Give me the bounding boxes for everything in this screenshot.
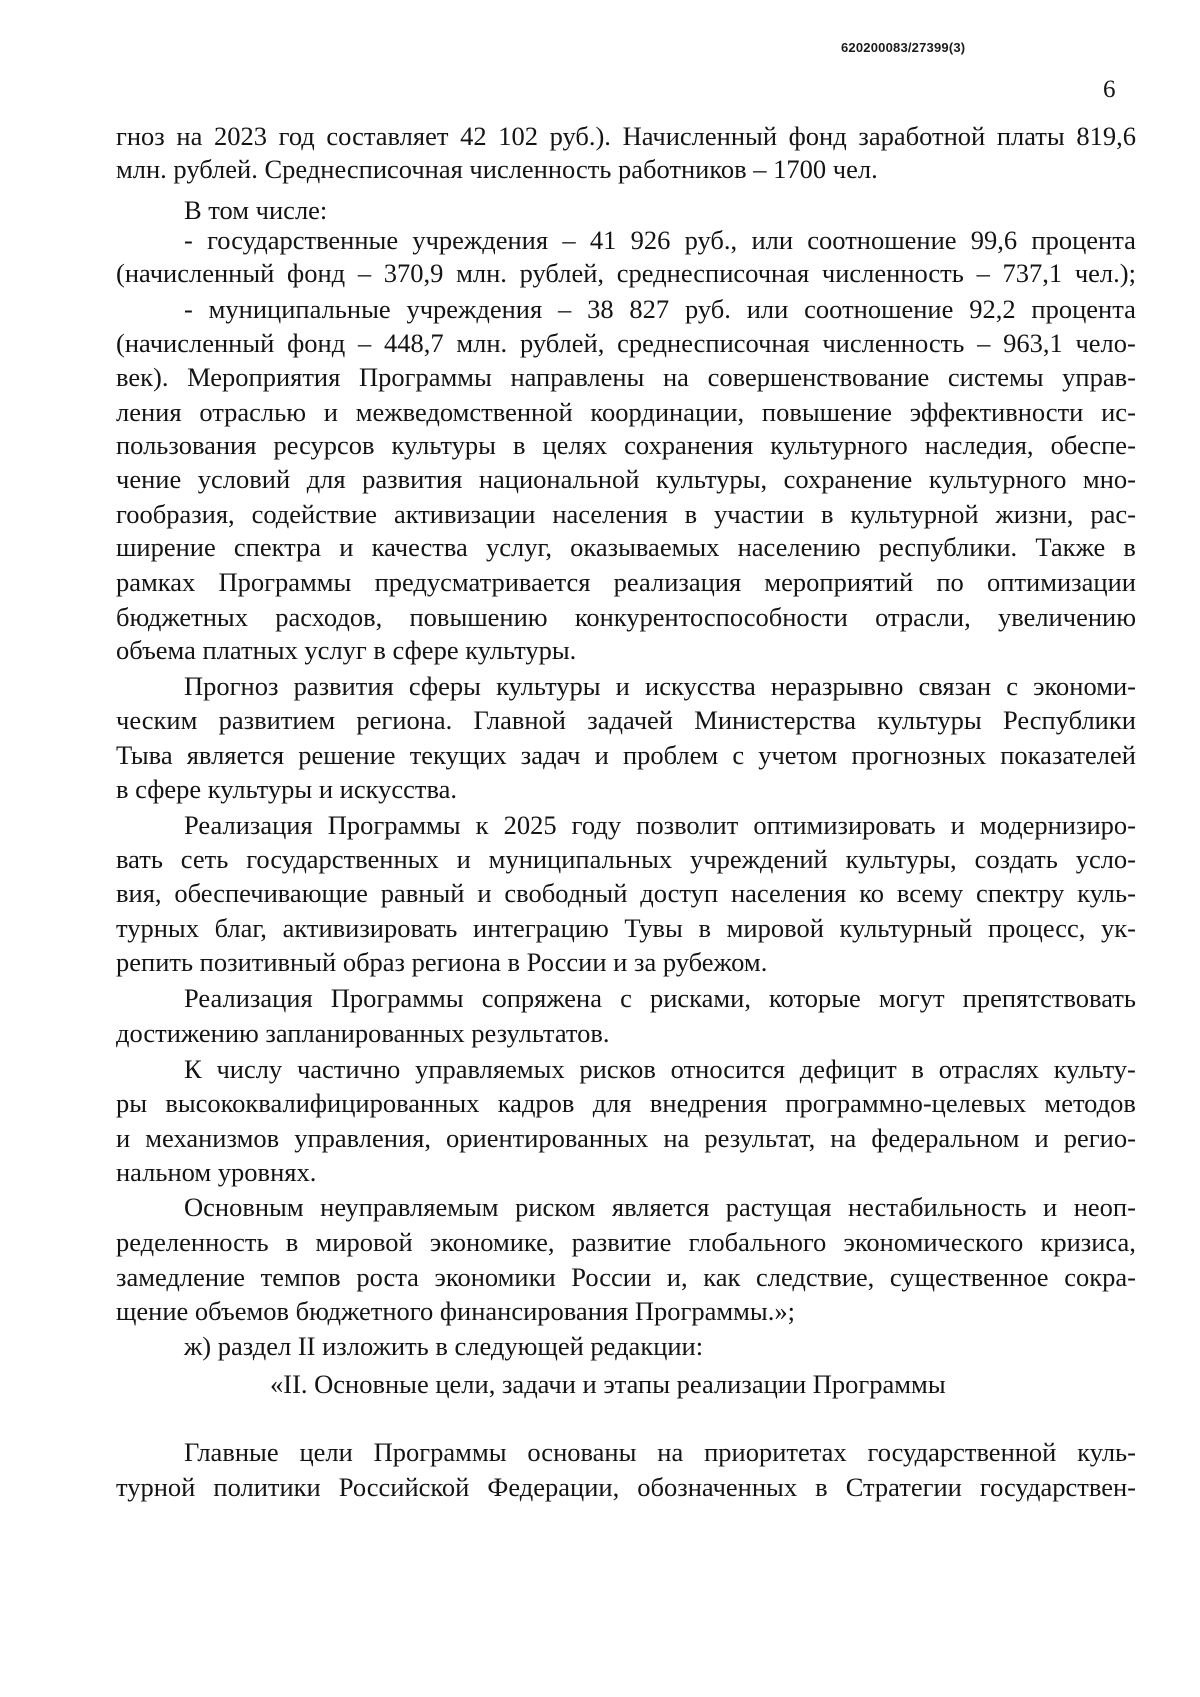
text-line: объема платных услуг в сфере культуры.	[116, 635, 577, 665]
text-line: замедление темпов роста экономики России и, как следствие, существенное сокра-	[116, 1262, 1136, 1292]
text-line: турных благ, активизировать интеграцию Тувы в мировой культурный процесс, ук-	[116, 913, 1136, 943]
text-line: Тыва является решение текущих задач и проблем с учетом прогнозных показателей	[116, 740, 1136, 770]
text-line: ры высококвалифицированных кадров для внедрения программно-целевых методов	[116, 1088, 1136, 1118]
text-line: Реализация Программы сопряжена с рисками, которые могут препятствовать	[184, 983, 1136, 1013]
text-line: в сфере культуры и искусства.	[116, 774, 457, 804]
text-line: Главные цели Программы основаны на приоритетах государственной куль-	[184, 1437, 1136, 1467]
text-line: вия, обеспечивающие равный и свободный доступ населения ко всему спектру куль-	[116, 878, 1136, 908]
text-line: рамках Программы предусматривается реализация мероприятий по оптимизации	[116, 567, 1136, 597]
text-line: ределенность в мировой экономике, развитие глобального экономического кризиса,	[116, 1227, 1136, 1257]
text-line: чение условий для развития национальной культуры, сохранение культурного мно-	[116, 464, 1136, 494]
text-line: век). Мероприятия Программы направлены на совершенствование системы управ-	[116, 362, 1136, 392]
text-line: репить позитивный образ региона в России и за рубежом.	[116, 947, 768, 977]
text-line: млн. рублей. Среднесписочная численность работников – 1700 чел.	[116, 154, 878, 184]
text-line: достижению запланированных результатов.	[116, 1018, 610, 1048]
document-id: 620200083/27399(3)	[841, 40, 966, 55]
text-line: вать сеть государственных и муниципальных учреждений культуры, создать усло-	[116, 844, 1136, 874]
text-line: пользования ресурсов культуры в целях сохранения культурного наследия, обеспе-	[116, 430, 1136, 460]
text-line: турной политики Российской Федерации, обозначенных в Стратегии государствен-	[116, 1472, 1136, 1502]
text-line: ления отраслью и межведомственной координации, повышение эффективности ис-	[116, 397, 1136, 427]
text-line: гообразия, содействие активизации населения в участии в культурной жизни, рас-	[116, 499, 1136, 529]
text-line: ческим развитием региона. Главной задачей Министерства культуры Республики	[116, 705, 1136, 735]
text-line: гноз на 2023 год составляет 42 102 руб.). Начисленный фонд заработной платы 819,6	[116, 121, 1136, 151]
text-line: В том числе:	[184, 195, 328, 225]
text-line: и механизмов управления, ориентированных на результат, на федеральном и регио-	[116, 1123, 1136, 1153]
text-line: ж) раздел II изложить в следующей редакции:	[184, 1331, 704, 1361]
text-line: нальном уровнях.	[116, 1157, 317, 1187]
text-line: К числу частично управляемых рисков относится дефицит в отраслях культу-	[184, 1054, 1136, 1084]
text-line: - муниципальные учреждения – 38 827 руб. или соотношение 92,2 процента	[184, 294, 1136, 324]
text-line: бюджетных расходов, повышению конкурентоспособности отрасли, увеличению	[116, 602, 1136, 632]
text-line: ширение спектра и качества услуг, оказываемых населению республики. Также в	[116, 532, 1136, 562]
text-line: щение объемов бюджетного финансирования Программы.»;	[116, 1296, 795, 1326]
text-line: Реализация Программы к 2025 году позволит оптимизировать и модернизиро-	[184, 810, 1136, 840]
section-heading: «II. Основные цели, задачи и этапы реализации Программы	[270, 1369, 946, 1399]
text-line: Прогноз развития сферы культуры и искусства неразрывно связан с экономи-	[184, 671, 1136, 701]
text-line: (начисленный фонд – 448,7 млн. рублей, среднесписочная численность – 963,1 чело-	[116, 328, 1136, 358]
text-line: (начисленный фонд – 370,9 млн. рублей, среднесписочная численность – 737,1 чел.);	[116, 258, 1136, 288]
text-line: Основным неуправляемым риском является растущая нестабильность и неоп-	[184, 1192, 1136, 1222]
page-number: 6	[1103, 76, 1116, 103]
text-line: - государственные учреждения – 41 926 руб., или соотношение 99,6 процента	[184, 225, 1136, 255]
